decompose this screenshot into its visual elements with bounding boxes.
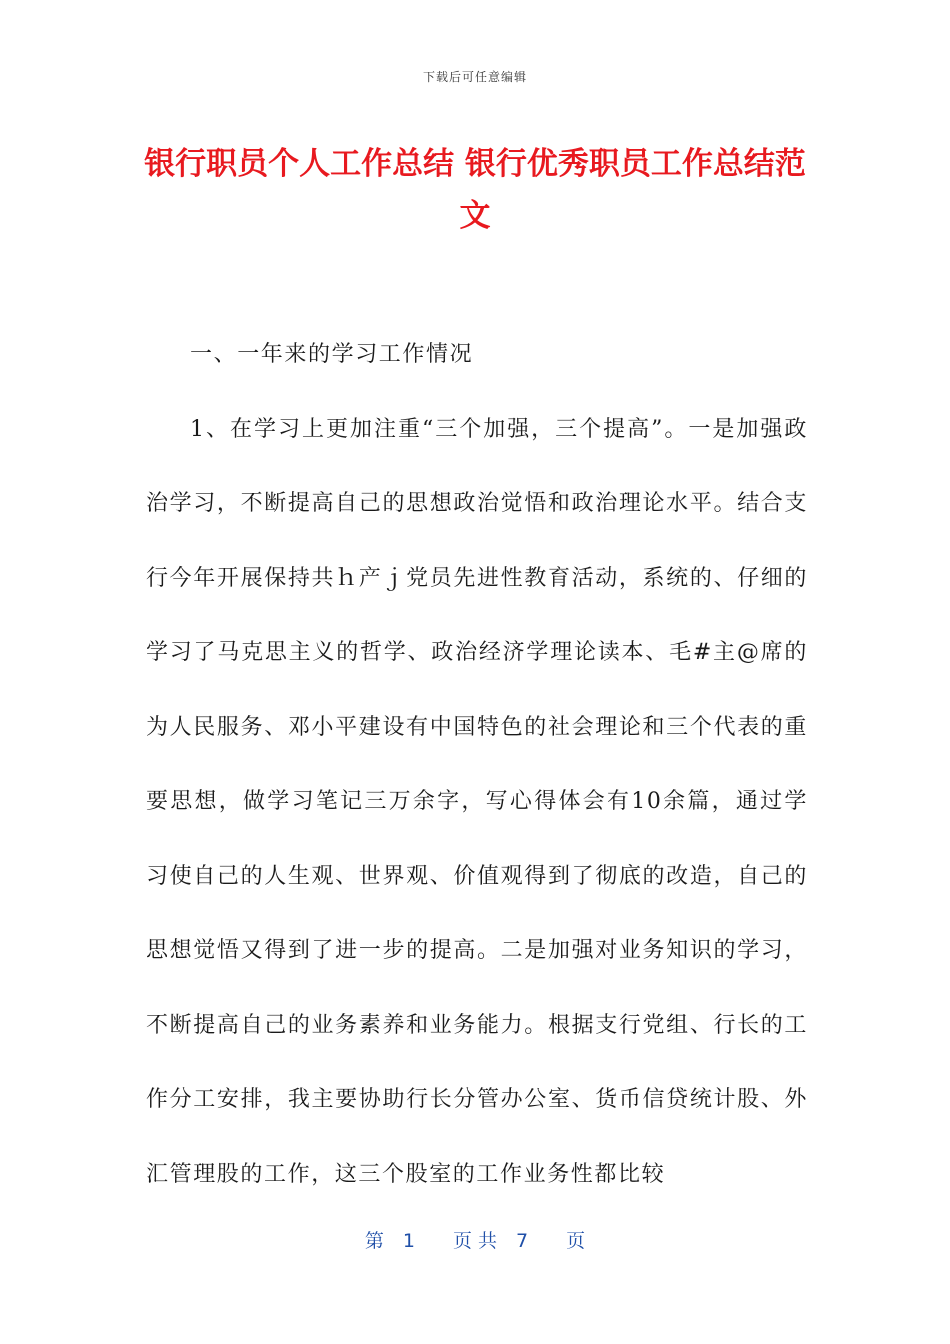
- section-heading: 一、一年来的学习工作情况: [190, 342, 474, 367]
- document-title: 银行职员个人工作总结 银行优秀职员工作总结范文: [144, 146, 806, 234]
- document-body: [146, 318, 808, 1212]
- header-note: 下载后可任意编辑: [422, 70, 527, 84]
- page-number-footer: 第 1 页 共 7 页: [364, 1230, 586, 1252]
- body-paragraph: 1、在学习上更加注重“三个加强，三个提高”。一是加强政治学习，不断提高自己的思想政治觉悟和政治理论水平。结合支行今年开展保持共ｈ产ｊ党员先进性教育活动，系统的、仔细的学习了马克思主义的哲学、政治经济学理论读本、毛#主@席的为人民服务、邓小平建设有中国特色的社会理论和三个代表的重要思想，做学习笔记三万余字，写心得体会有10余篇，通过学习使自己的人生观、世界观、价值观得到了彻底的改造，自己的思想觉悟又得到了进一步的提高。二是加强对业务知识的学习，不断提高自己的业务素养和业务能力。根据支行党组、行长的工作分工安排，我主要协助行长分管办公室、货币信贷统计股、外汇管理股的工作，这三个股室的工作业务性都比较: [146, 416, 808, 1187]
